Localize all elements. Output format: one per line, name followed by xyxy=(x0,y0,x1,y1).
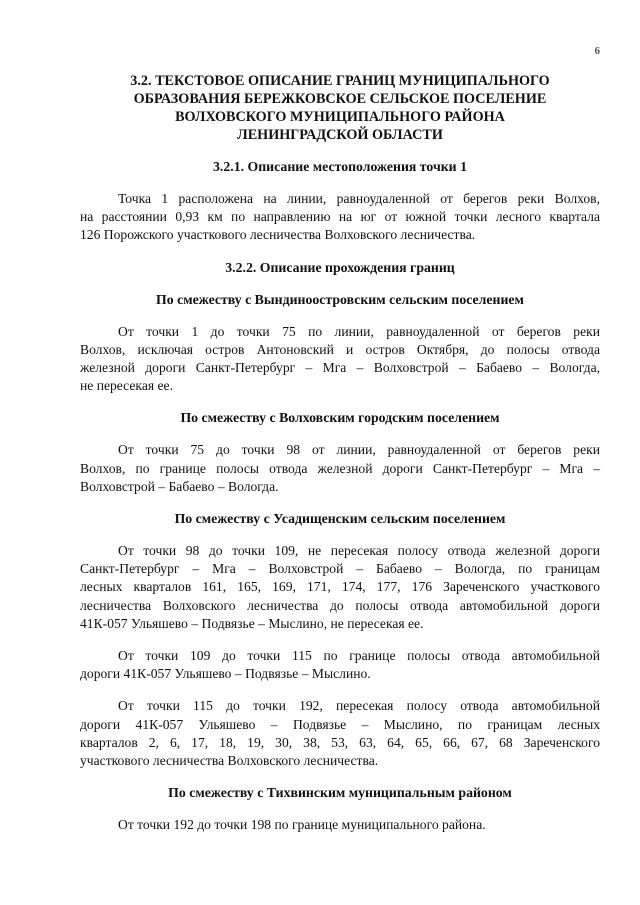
heading-tikhvinsky: По смежеству с Тихвинским муниципальным районом xyxy=(168,785,512,801)
text-line: не пересекая ее. xyxy=(80,378,173,394)
paragraph-usadishchenskoe-2 xyxy=(80,647,600,683)
section-title-line: 3.2. ТЕКСТОВОЕ ОПИСАНИЕ ГРАНИЦ МУНИЦИПАЛЬНОГО xyxy=(130,73,550,89)
paragraph-vyndinoostrovskoe xyxy=(80,323,600,396)
text-line: От точки 109 до точки 115 по границе полосы отвода автомобильной xyxy=(118,648,600,664)
text-line: От точки 115 до точки 192, пересекая полосу отвода автомобильной xyxy=(118,698,600,714)
section-title xyxy=(80,72,600,144)
text-line: Санкт-Петербург – Мга – Волховстрой – Бабаево – Вологда, по границам xyxy=(80,561,600,577)
text-line: От точки 1 до точки 75 по линии, равноудаленной от берегов реки xyxy=(118,323,600,339)
text-line: железной дороги Санкт-Петербург – Мга – Волховстрой – Бабаево – Вологда, xyxy=(80,360,600,376)
text-line: От точки 75 до точки 98 от линии, равноудаленной от берегов реки xyxy=(118,442,600,458)
paragraph-usadishchenskoe-3 xyxy=(80,697,600,770)
text-line: 126 Порожского участкового лесничества Волховского лесничества. xyxy=(80,227,476,243)
text-line: Точка 1 расположена на линии, равноудаленной от берегов реки Волхов, xyxy=(118,191,600,206)
text-line: кварталов 2, 6, 17, 18, 19, 30, 38, 53, 63, 64, 65, 66, 67, 68 Зареченского xyxy=(80,734,600,750)
paragraph-tikhvinsky xyxy=(80,816,600,834)
text-line: Волхов, исключая остров Антоновский и остров Октября, до полосы отвода xyxy=(80,341,600,357)
paragraph-point-location xyxy=(80,190,600,245)
heading-usadishchenskoe: По смежеству с Усадищенским сельским поселением xyxy=(174,511,506,527)
paragraph-volkhovskoe xyxy=(80,441,600,496)
text-line: 41К-057 Ульяшево – Подвязье – Мыслино, не пересекая ее. xyxy=(80,615,424,631)
subsection-heading-boundary-description: 3.2.2. Описание прохождения границ xyxy=(225,259,455,275)
text-line: дороги 41К-057 Ульяшево – Подвязье – Мыслино, по границам лесных xyxy=(80,716,600,732)
text-line: лесных кварталов 161, 165, 169, 171, 174, 177, 176 Зареченского участкового xyxy=(80,579,600,595)
text-line: участкового лесничества Волховского лесничества. xyxy=(80,753,379,769)
section-title-line: ОБРАЗОВАНИЯ БЕРЕЖКОВСКОЕ СЕЛЬСКОЕ ПОСЕЛЕНИЕ xyxy=(133,91,547,107)
page-number: 6 xyxy=(594,45,600,57)
text-line: дороги 41К-057 Ульяшево – Подвязье – Мыслино. xyxy=(80,666,371,682)
paragraph-usadishchenskoe-1 xyxy=(80,542,600,633)
text-line: лесничества Волховского лесничества до полосы отвода автомобильной дороги xyxy=(80,597,600,613)
text-line: на расстоянии 0,93 км по направлению на юг от южной точки лесного квартала xyxy=(80,209,600,225)
text-line: От точки 98 до точки 109, не пересекая полосу отвода железной дороги xyxy=(118,543,600,559)
heading-volkhovskoe: По смежеству с Волховским городским поселением xyxy=(180,410,500,426)
heading-vyndinoostrovskoe: По смежеству с Вындиноостровским сельским поселением xyxy=(156,291,524,307)
text-line: Волхов, по границе полосы отвода железной дороги Санкт-Петербург – Мга – xyxy=(80,460,600,476)
text-line: От точки 192 до точки 198 по границе муниципального района. xyxy=(118,817,486,833)
section-title-line: ВОЛХОВСКОГО МУНИЦИПАЛЬНОГО РАЙОНА xyxy=(175,109,505,125)
subsection-heading-point-location: 3.2.1. Описание местоположения точки 1 xyxy=(213,159,467,174)
text-line: Волховстрой – Бабаево – Вологда. xyxy=(80,478,279,494)
section-title-line: ЛЕНИНГРАДСКОЙ ОБЛАСТИ xyxy=(237,127,443,143)
document-body xyxy=(80,72,600,848)
